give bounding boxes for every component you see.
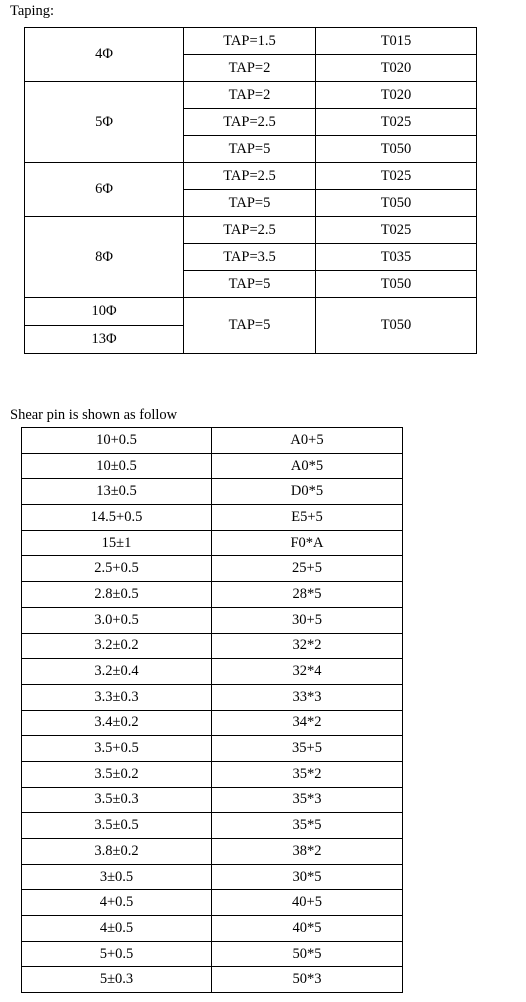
tap-cell: TAP=1.5 <box>184 28 316 55</box>
table-row <box>22 556 403 582</box>
table-row <box>22 813 403 839</box>
size-cell: 13Φ <box>25 326 184 354</box>
table-row <box>22 967 403 993</box>
code-cell: T050 <box>316 136 477 163</box>
table-row <box>22 890 403 916</box>
code-cell: T050 <box>316 190 477 217</box>
table-row <box>22 530 403 556</box>
code-cell: 50*3 <box>212 967 403 993</box>
spec-cell: 3.2±0.4 <box>22 659 212 685</box>
spec-cell: 10±0.5 <box>22 453 212 479</box>
table-row <box>25 163 477 190</box>
shear-pin-table <box>21 427 403 993</box>
code-cell: T025 <box>316 217 477 244</box>
taping-table <box>24 27 477 354</box>
code-cell: 38*2 <box>212 839 403 865</box>
tap-cell: TAP=2 <box>184 82 316 109</box>
code-cell: 35+5 <box>212 736 403 762</box>
table-row <box>22 582 403 608</box>
size-cell: 5Φ <box>25 82 184 163</box>
tap-cell: TAP=5 <box>184 136 316 163</box>
spec-cell: 3.0+0.5 <box>22 607 212 633</box>
code-cell: 32*2 <box>212 633 403 659</box>
spec-cell: 4±0.5 <box>22 916 212 942</box>
code-cell: A0+5 <box>212 428 403 454</box>
tap-cell: TAP=3.5 <box>184 244 316 271</box>
code-cell: 33*3 <box>212 684 403 710</box>
spec-cell: 3.4±0.2 <box>22 710 212 736</box>
code-cell: T025 <box>316 163 477 190</box>
code-cell: 35*3 <box>212 787 403 813</box>
code-cell: 34*2 <box>212 710 403 736</box>
spec-cell: 3.5+0.5 <box>22 736 212 762</box>
code-cell: 35*2 <box>212 761 403 787</box>
code-cell: 40+5 <box>212 890 403 916</box>
table-row <box>25 217 477 244</box>
table-row <box>22 684 403 710</box>
tap-cell: TAP=2.5 <box>184 109 316 136</box>
spec-cell: 15±1 <box>22 530 212 556</box>
size-cell: 6Φ <box>25 163 184 217</box>
tap-cell: TAP=5 <box>184 271 316 298</box>
size-cell: 4Φ <box>25 28 184 82</box>
table-row <box>22 761 403 787</box>
tap-cell: TAP=2.5 <box>184 163 316 190</box>
table-row <box>22 428 403 454</box>
code-cell: T020 <box>316 55 477 82</box>
tap-cell: TAP=5 <box>184 298 316 354</box>
code-cell: T035 <box>316 244 477 271</box>
code-cell: D0*5 <box>212 479 403 505</box>
table-row <box>22 633 403 659</box>
code-cell: 25+5 <box>212 556 403 582</box>
spec-cell: 5±0.3 <box>22 967 212 993</box>
spec-cell: 2.8±0.5 <box>22 582 212 608</box>
code-cell: T050 <box>316 298 477 354</box>
table-row <box>22 839 403 865</box>
table-row <box>22 479 403 505</box>
table-row <box>22 916 403 942</box>
code-cell: A0*5 <box>212 453 403 479</box>
table-row <box>22 659 403 685</box>
code-cell: T050 <box>316 271 477 298</box>
spec-cell: 10+0.5 <box>22 428 212 454</box>
spec-cell: 3.8±0.2 <box>22 839 212 865</box>
spec-cell: 3.3±0.3 <box>22 684 212 710</box>
shear-pin-heading: Shear pin is shown as follow <box>10 407 178 423</box>
code-cell: T015 <box>316 28 477 55</box>
size-cell: 8Φ <box>25 217 184 298</box>
spec-cell: 2.5+0.5 <box>22 556 212 582</box>
spec-cell: 13±0.5 <box>22 479 212 505</box>
spec-cell: 3.5±0.2 <box>22 761 212 787</box>
spec-cell: 3.5±0.3 <box>22 787 212 813</box>
table-row <box>22 607 403 633</box>
tap-cell: TAP=2.5 <box>184 217 316 244</box>
code-cell: F0*A <box>212 530 403 556</box>
spec-cell: 3.5±0.5 <box>22 813 212 839</box>
table-row <box>25 28 477 55</box>
spec-cell: 4+0.5 <box>22 890 212 916</box>
code-cell: E5+5 <box>212 505 403 531</box>
code-cell: 35*5 <box>212 813 403 839</box>
spec-cell: 14.5+0.5 <box>22 505 212 531</box>
code-cell: T025 <box>316 109 477 136</box>
tap-cell: TAP=5 <box>184 190 316 217</box>
table-row <box>22 736 403 762</box>
table-row <box>22 941 403 967</box>
code-cell: 50*5 <box>212 941 403 967</box>
size-cell: 10Φ <box>25 298 184 326</box>
code-cell: 32*4 <box>212 659 403 685</box>
table-row <box>22 505 403 531</box>
spec-cell: 5+0.5 <box>22 941 212 967</box>
spec-cell: 3±0.5 <box>22 864 212 890</box>
code-cell: 28*5 <box>212 582 403 608</box>
table-row <box>25 298 477 326</box>
code-cell: 30*5 <box>212 864 403 890</box>
code-cell: 30+5 <box>212 607 403 633</box>
tap-cell: TAP=2 <box>184 55 316 82</box>
spec-cell: 3.2±0.2 <box>22 633 212 659</box>
code-cell: T020 <box>316 82 477 109</box>
table-row <box>22 453 403 479</box>
table-row <box>22 787 403 813</box>
table-row <box>25 82 477 109</box>
table-row <box>22 710 403 736</box>
code-cell: 40*5 <box>212 916 403 942</box>
table-row <box>22 864 403 890</box>
taping-heading: Taping: <box>10 3 55 19</box>
